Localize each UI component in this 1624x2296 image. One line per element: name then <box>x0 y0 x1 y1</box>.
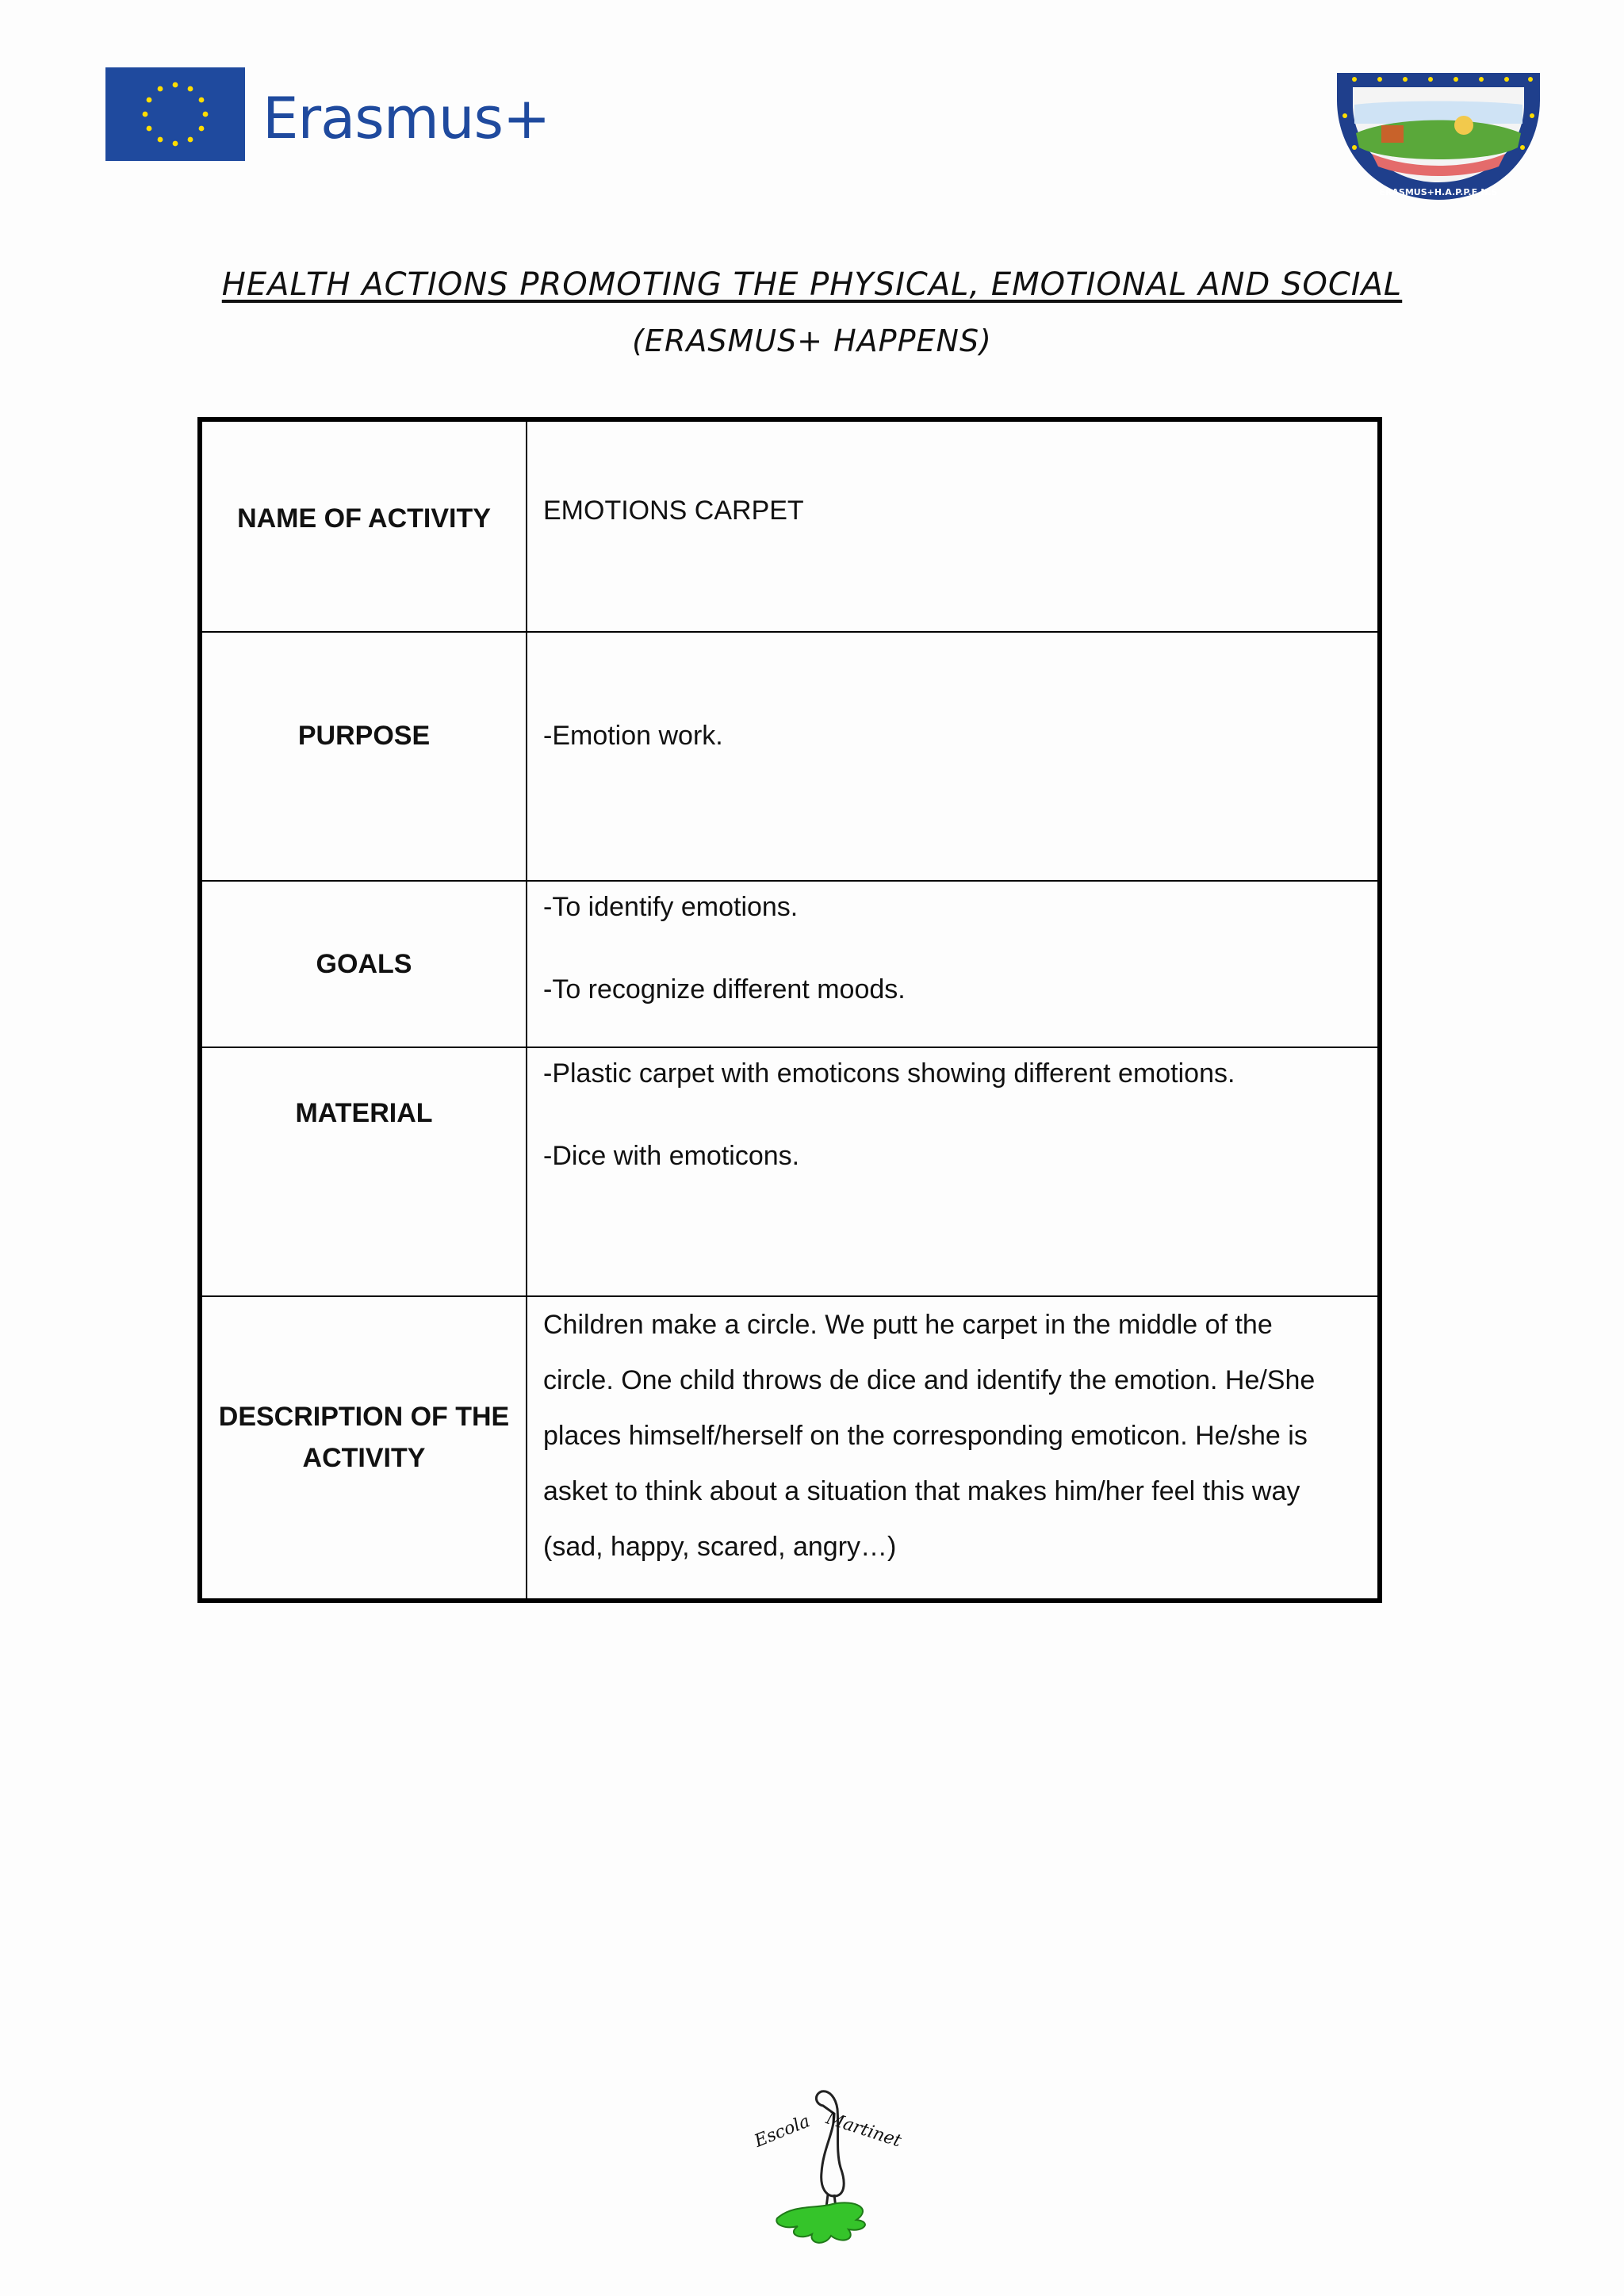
value-line: Children make a circle. We putt he carpet in the middle of the <box>543 1310 1273 1340</box>
row-value-material <box>527 1047 1380 1296</box>
value-line: -To identify emotions. <box>543 892 799 922</box>
table-row <box>200 1047 1380 1296</box>
row-value-description <box>527 1296 1380 1601</box>
activity-table <box>197 417 1382 1603</box>
row-label-description <box>200 1296 527 1601</box>
label-line: PURPOSE <box>297 721 431 751</box>
value-line: asket to think about a situation that makes him/her feel this way <box>543 1476 1300 1506</box>
table-row <box>200 1296 1380 1601</box>
erasmus-logo <box>105 67 550 161</box>
row-label-material <box>200 1047 527 1296</box>
row-value-purpose <box>527 632 1380 881</box>
table-row <box>200 419 1380 632</box>
label-line: MATERIAL <box>295 1098 433 1128</box>
label-line: ACTIVITY <box>302 1443 426 1473</box>
bird-hand-icon <box>745 2085 904 2252</box>
school-footer-logo <box>745 2085 904 2252</box>
value-line: -To recognize different moods. <box>543 974 906 1004</box>
page-title: HEALTH ACTIONS PROMOTING THE PHYSICAL, EMOTIONAL AND SOCIAL <box>221 266 1403 303</box>
table-row <box>200 881 1380 1047</box>
page-subtitle: (ERASMUS+ HAPPENS) <box>632 323 992 358</box>
value-line: places himself/herself on the corresponding emoticon. He/she is <box>543 1421 1308 1451</box>
value-line: -Plastic carpet with emoticons showing different emotions. <box>543 1058 1235 1089</box>
footer-logo-word: Martinet <box>823 2108 904 2152</box>
table-row <box>200 632 1380 881</box>
value-line: -Dice with emoticons. <box>543 1141 800 1171</box>
eu-flag-icon <box>105 67 245 161</box>
footer-logo-word: Escola <box>751 2111 814 2152</box>
value-line: circle. One child throws de dice and identify the emotion. He/She <box>543 1365 1316 1395</box>
row-label-purpose <box>200 632 527 881</box>
value-line: (sad, happy, scared, angry…) <box>543 1532 897 1562</box>
row-label-goals <box>200 881 527 1047</box>
school-badge-logo <box>1331 68 1546 205</box>
value-line: EMOTIONS CARPET <box>543 496 804 526</box>
row-label-name <box>200 419 527 632</box>
row-value-goals <box>527 881 1380 1047</box>
label-line: GOALS <box>316 949 412 979</box>
erasmus-wordmark: Erasmus+ <box>262 85 550 151</box>
label-line: DESCRIPTION OF THE <box>218 1402 510 1432</box>
label-line: NAME OF ACTIVITY <box>237 503 491 534</box>
row-value-name <box>527 419 1380 632</box>
value-line: -Emotion work. <box>543 721 723 751</box>
badge-text: ERASMUS+H.A.P.P.E.N.S <box>1379 187 1498 197</box>
